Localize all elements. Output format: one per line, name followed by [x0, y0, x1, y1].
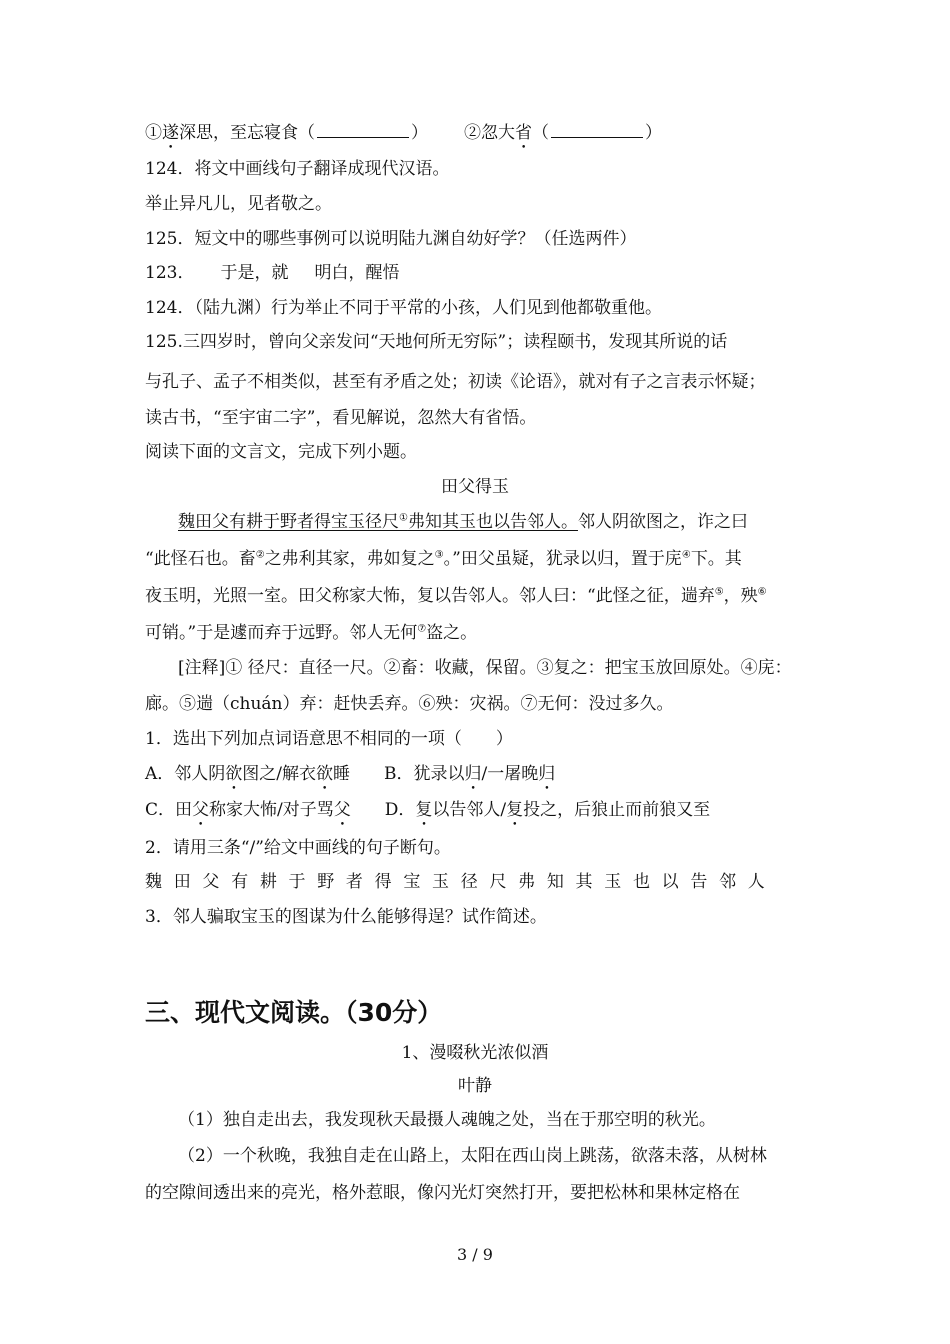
q122-text-e: ） — [645, 123, 662, 143]
article-author: 叶静 — [458, 1076, 492, 1096]
article-para-2-line-2: 的空隙间透出来的亮光，格外惹眼，像闪光灯突然打开，要把松林和果林定格在 — [145, 1183, 740, 1203]
q122-text-a: 深思，至忘寝食（ — [179, 123, 315, 143]
q2-char: 玉 — [604, 872, 622, 892]
q2-char: 其 — [575, 872, 593, 892]
question-3-prompt: 3．邻人骗取宝玉的图谋为什么能够得逞？试作简述。 — [145, 907, 547, 927]
note-ref-6: ⑥ — [757, 586, 767, 598]
q2-char: 父 — [202, 872, 220, 892]
q2-char: 得 — [374, 872, 392, 892]
page-number: 3 / 9 — [457, 1245, 493, 1264]
notes-line-1: [注释]① 径尺：直径一尺。②畜：收藏，保留。③复之：把宝玉放回原处。④庑： — [178, 658, 792, 678]
q122-line — [145, 121, 662, 153]
answer-blank-1[interactable] — [317, 123, 409, 138]
article-para-1: （1）独自走出去，我发现秋天最摄人魂魄之处，当在于那空明的秋光。 — [178, 1110, 716, 1130]
answer-125-line-1: 125.三四岁时，曾向父亲发问“天地何所无穷际”；读程颐书，发现其所说的话 — [145, 332, 728, 352]
passage-line-3: 夜玉明，光照一室。田父称家大怖，复以告邻人。邻人曰：“此怪之征，遄弃⑤，殃⑥ — [145, 586, 767, 606]
note-ref-2: ② — [255, 549, 265, 561]
q2-char: 尺 — [489, 872, 507, 892]
q2-char: 宝 — [403, 872, 421, 892]
note-ref-7: ⑦ — [417, 623, 427, 635]
q2-char: 知 — [546, 872, 564, 892]
q2-char: 人 — [747, 872, 765, 892]
question-2-prompt: 2．请用三条“/”给文中画线的句子断句。 — [145, 838, 451, 858]
q2-char: 以 — [661, 872, 679, 892]
passage-line-2: “此怪石也。畜②之弗利其家，弗如复之③。”田父虽疑，犹录以归，置于庑④下。其 — [145, 549, 742, 569]
question-2-chars — [145, 870, 765, 894]
q2-char: 径 — [460, 872, 478, 892]
question-1-options-ab — [145, 762, 555, 794]
note-ref-5: ⑤ — [714, 586, 724, 598]
option-c[interactable]: C．田父称家大怖/对子骂父 — [145, 800, 351, 820]
section-heading: 三、现代文阅读。（30分） — [145, 998, 443, 1027]
q2-char: 也 — [632, 872, 650, 892]
article-title: 1、漫啜秋光浓似酒 — [401, 1043, 549, 1063]
q2-char: 野 — [317, 872, 335, 892]
note-ref-4: ④ — [681, 549, 691, 561]
passage-line-1: 魏田父有耕于野者得宝玉径尺①弗知其玉也以告邻人。邻人阴欲图之，诈之曰 — [178, 512, 748, 532]
q122-text-d: （ — [532, 123, 549, 143]
q122-text-b: ） — [411, 123, 428, 143]
answer-124: 124．（陆九渊）行为举止不同于平常的小孩，人们见到他都敬重他。 — [145, 298, 662, 318]
option-b[interactable]: B．犹录以归/一屠晚归 — [384, 764, 556, 784]
dotted-word-xing: 省 — [515, 123, 532, 143]
note-ref-3: ③ — [434, 549, 444, 561]
q124-prompt: 124．将文中画线句子翻译成现代汉语。 — [145, 159, 450, 179]
q2-char: 魏 — [145, 872, 162, 892]
answer-123: 123． 于是，就 明白，醒悟 — [145, 263, 400, 283]
question-1-prompt: 1．选出下列加点词语意思不相同的一项（ ） — [145, 729, 513, 749]
q2-char: 玉 — [432, 872, 450, 892]
option-d[interactable]: D．复以告邻人/复投之，后狼止而前狼又至 — [384, 800, 711, 820]
notes-line-2: 廊。⑤遄（chuán）弃：赶快丢弃。⑥殃：灾祸。⑦无何：没过多久。 — [145, 694, 674, 714]
answer-125-line-3: 读古书，“至宇宙二字”，看见解说，忽然大有省悟。 — [145, 408, 537, 428]
q2-char: 弗 — [518, 872, 536, 892]
q125-prompt: 125．短文中的哪些事例可以说明陆九渊自幼好学？（任选两件） — [145, 229, 637, 249]
q122-text-c: ②忽大 — [464, 123, 515, 143]
passage-title: 田父得玉 — [441, 477, 509, 497]
q2-char: 田 — [173, 872, 191, 892]
article-para-2-line-1: （2）一个秋晚，我独自走在山路上，太阳在西山岗上跳荡，欲落未落，从树林 — [178, 1146, 767, 1166]
q2-char: 有 — [231, 872, 249, 892]
q2-char: 者 — [345, 872, 363, 892]
note-ref-1: ① — [399, 512, 408, 524]
q2-char: 耕 — [259, 872, 277, 892]
q2-char: 告 — [690, 872, 708, 892]
answer-blank-2[interactable] — [551, 123, 643, 138]
answer-125-line-2: 与孔子、孟子不相类似，甚至有矛盾之处；初读《论语》，就对有子之言表示怀疑； — [145, 372, 766, 392]
reading-intro: 阅读下面的文言文，完成下列小题。 — [145, 442, 417, 462]
q124-sentence: 举止异凡儿，见者敬之。 — [145, 194, 332, 214]
passage-line-4: 可销。”于是遽而弃于远野。邻人无何⑦盗之。 — [145, 623, 478, 643]
q2-char: 于 — [288, 872, 306, 892]
q2-char: 邻 — [719, 872, 737, 892]
option-a[interactable]: A．邻人阴欲图之/解衣欲睡 — [145, 764, 351, 784]
question-1-options-cd — [145, 798, 710, 830]
dotted-word-sui: 遂 — [162, 123, 179, 143]
underlined-sentence: 魏田父有耕于野者得宝玉径尺①弗知其玉也以告邻人。 — [178, 512, 578, 532]
circled-one: ① — [145, 123, 162, 143]
